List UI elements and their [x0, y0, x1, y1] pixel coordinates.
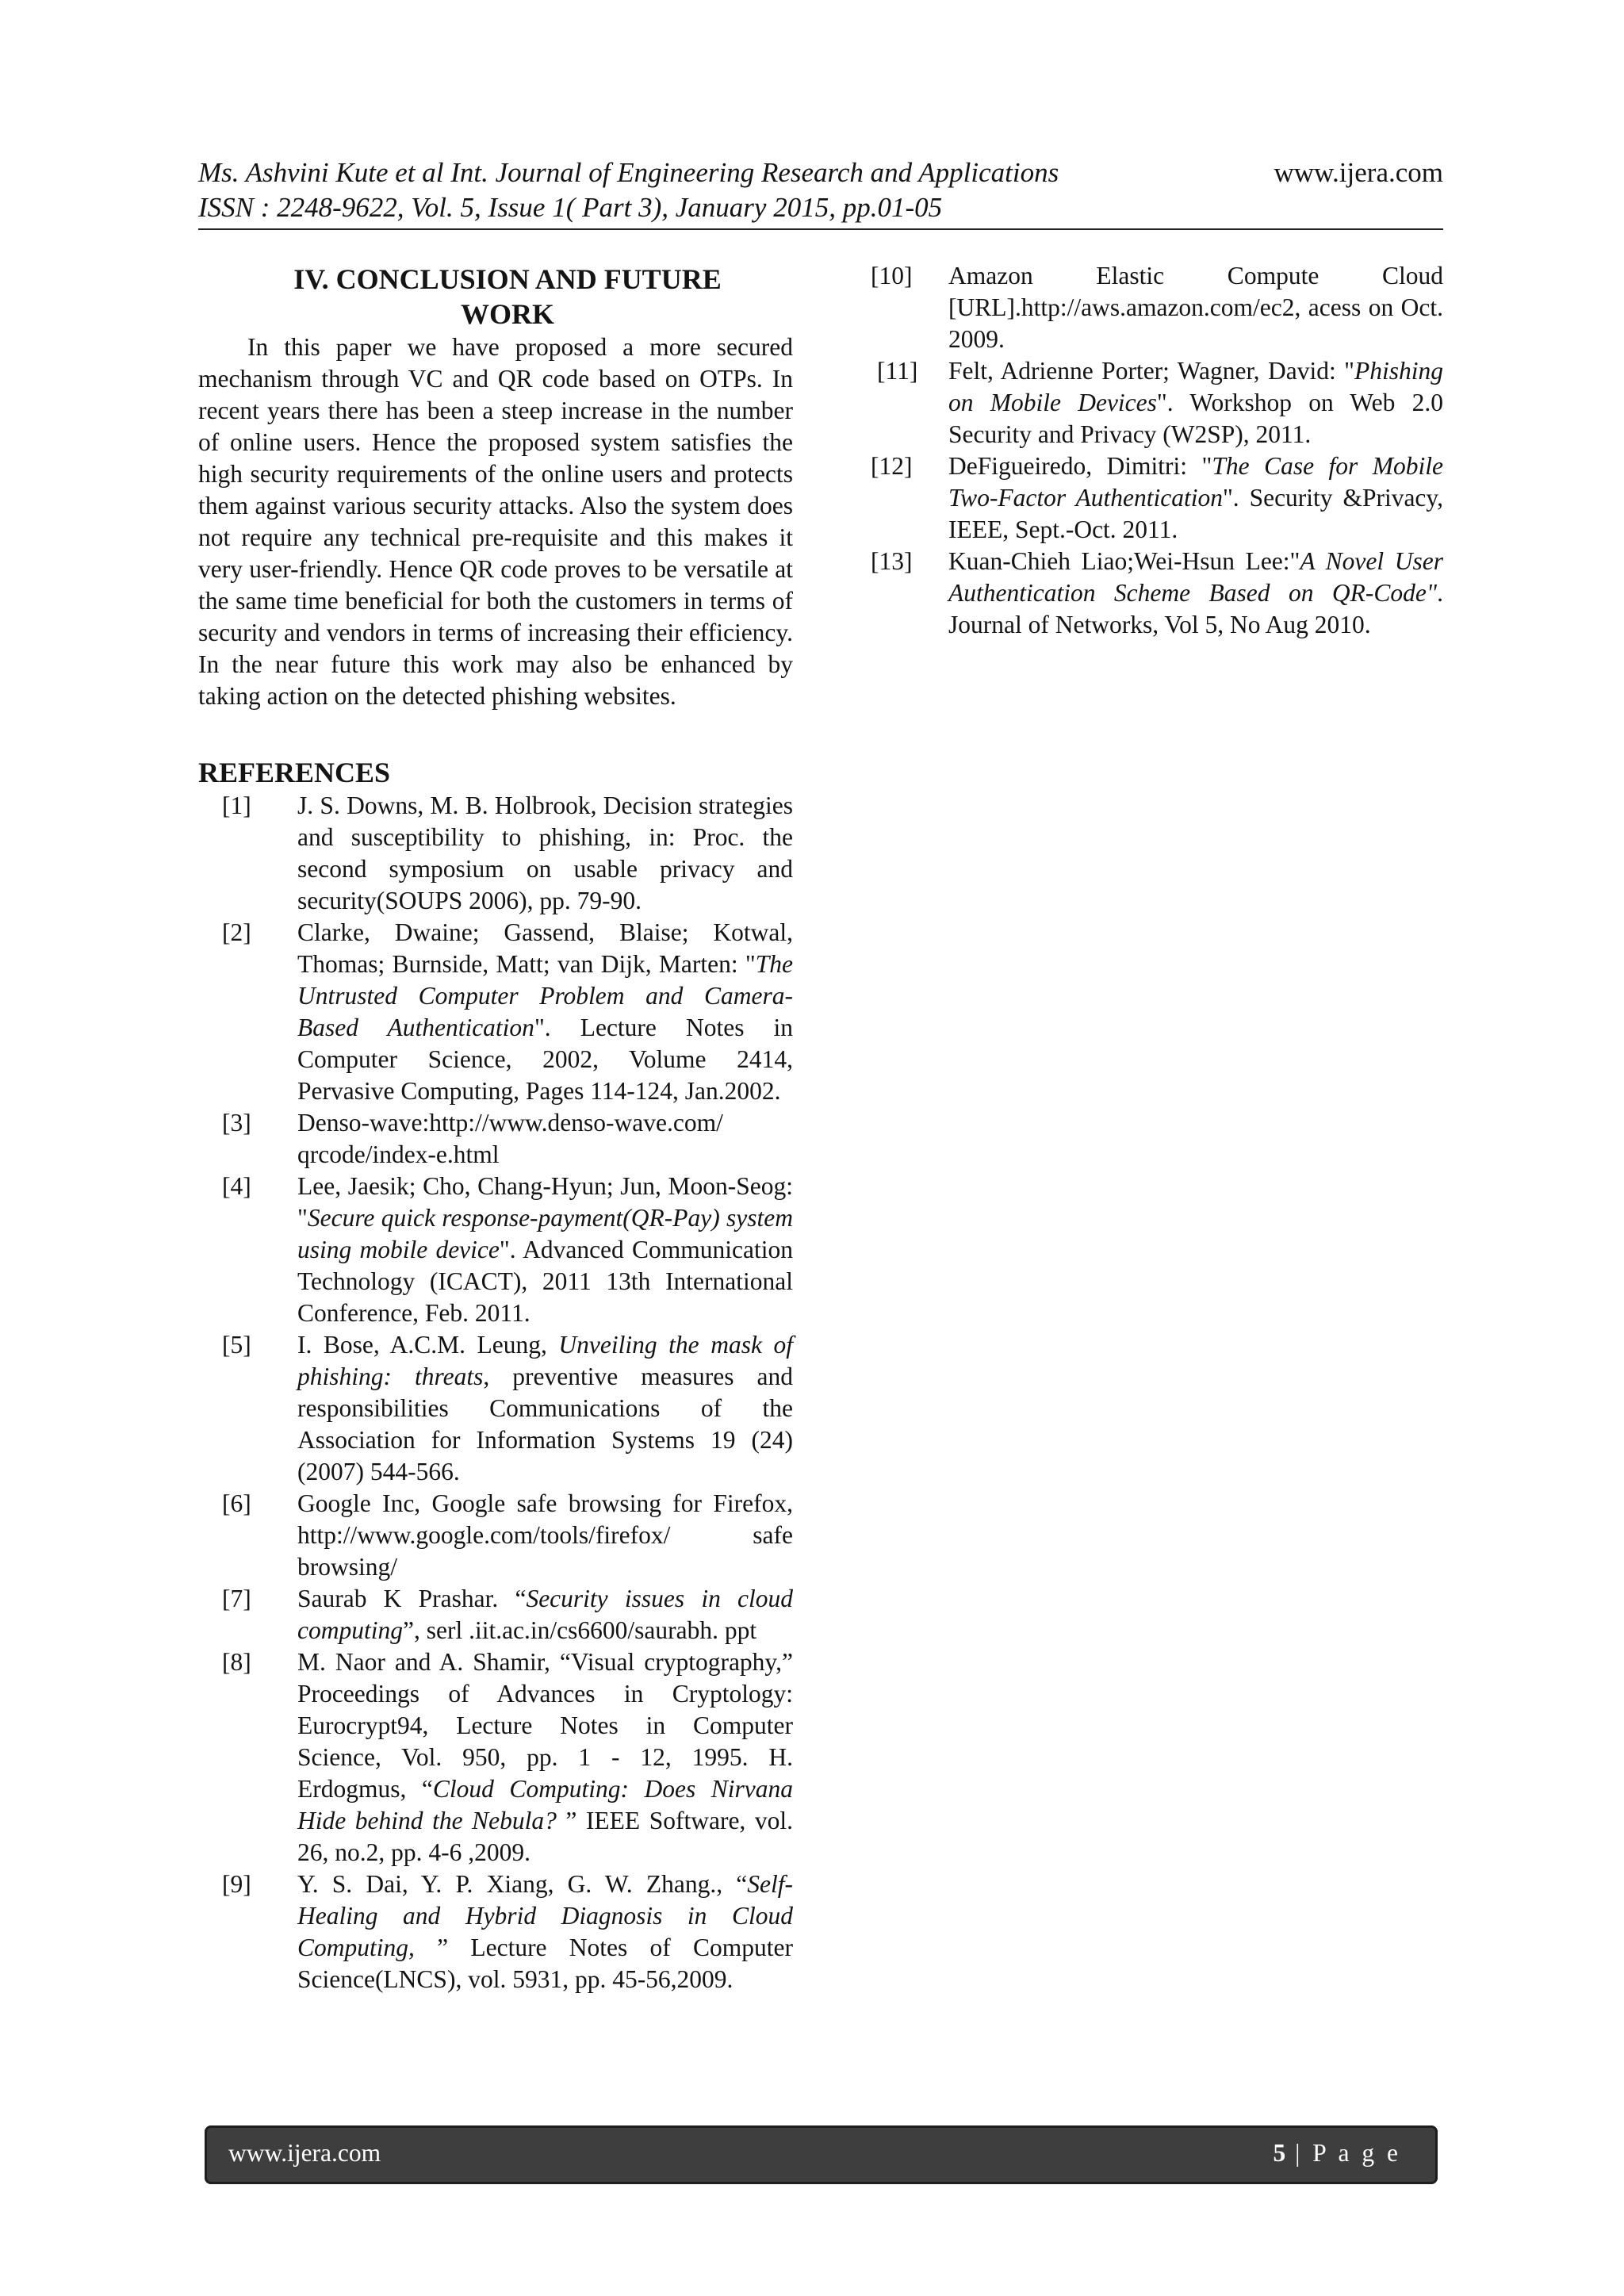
- reference-title-italic: Unveiling the mask of phishing: threats: [297, 1331, 793, 1390]
- reference-text: [297, 1172, 793, 1327]
- reference-text-part: ". Advanced Communication Technology (ICACT), 2011 13th International Conference, Feb. 2011.: [297, 1236, 793, 1327]
- reference-text: [297, 918, 793, 1105]
- reference-number: [11]: [877, 357, 918, 385]
- reference-text-part: ”, serl .iit.ac.in/cs6600/saurabh. ppt: [402, 1616, 757, 1644]
- reference-text-part: ". Security &Privacy, IEEE, Sept.-Oct. 2011.: [948, 484, 1443, 543]
- conclusion-paragraph: In this paper we have proposed a more secured mechanism through VC and QR code based on OTPs. In recent years there has been a steep increase in the number of online users. Hence the proposed system satisfies the high security requirements of the online users and protects them against various security attacks. Also the system does not require any technical pre-requisite and this makes it very user-friendly. Hence QR code proves to be versatile at the same time beneficial for both the customers in terms of security and vendors in terms of increasing their efficiency. In the near future this work may also be enhanced by taking action on the detected phishing websites.: [198, 333, 793, 710]
- reference-text-part: . Journal of Networks, Vol 5, No Aug 2010.: [948, 579, 1443, 638]
- right-column: [871, 260, 1443, 641]
- reference-text: [948, 547, 1443, 638]
- reference-item: [871, 260, 1443, 355]
- reference-text: [297, 1648, 793, 1866]
- page-number-label: [1274, 2139, 1402, 2168]
- reference-text-part: Kuan-Chieh Liao;Wei-Hsun Lee:": [948, 547, 1300, 575]
- reference-title-italic: The Case for Mobile Two-Factor Authentication: [948, 452, 1443, 512]
- references-list-left: [198, 790, 793, 1995]
- reference-text-part: ". Workshop on Web 2.0 Security and Privacy (W2SP), 2011.: [948, 389, 1443, 448]
- reference-text: [297, 1489, 793, 1581]
- reference-text-part: Google Inc, Google safe browsing for Firefox, http://www.google.com/tools/firefox/ safe browsing/: [297, 1489, 793, 1581]
- reference-item: [871, 450, 1443, 546]
- reference-item: [198, 790, 793, 917]
- reference-title-italic: Secure quick response-payment(QR-Pay) system using mobile device: [297, 1204, 793, 1263]
- reference-item: [198, 1329, 793, 1488]
- reference-number: [4]: [222, 1172, 251, 1200]
- reference-number: [13]: [871, 547, 913, 575]
- reference-number: [2]: [222, 918, 251, 946]
- reference-text-part: J. S. Downs, M. B. Holbrook, Decision strategies and susceptibility to phishing, in: Proc. the second symposium on usable privacy and security(SOUPS 2006), pp. 79-90.: [297, 792, 793, 914]
- reference-number: [3]: [222, 1109, 251, 1137]
- conclusion-heading: IV. CONCLUSION AND FUTURE WORK: [293, 263, 722, 330]
- reference-title-italic: Cloud Computing: Does Nirvana Hide behind the Nebula?: [297, 1775, 793, 1834]
- reference-text-part: ” Lecture Notes of Computer Science(LNCS), vol. 5931, pp. 45-56,2009.: [297, 1934, 793, 1993]
- reference-text-part: ” IEEE Software, vol. 26, no.2, pp. 4-6 ,2009.: [297, 1807, 793, 1866]
- reference-number: [9]: [222, 1870, 251, 1898]
- journal-citation: Ms. Ashvini Kute et al Int. Journal of Engineering Research and Applications: [198, 157, 1059, 188]
- reference-number: [12]: [871, 452, 913, 480]
- reference-text-part: Denso-wave:http://www.denso-wave.com/ qrcode/index-e.html: [297, 1109, 723, 1168]
- reference-text: [297, 1585, 793, 1644]
- reference-text: [948, 357, 1443, 448]
- reference-text-part: Y. S. Dai, Y. P. Xiang, G. W. Zhang., “: [297, 1870, 748, 1898]
- page-footer: [205, 2125, 1438, 2184]
- reference-title-italic: The Untrusted Computer Problem and Camera-Based Authentication: [297, 950, 793, 1041]
- reference-number: [10]: [871, 262, 913, 289]
- reference-text: [297, 1331, 793, 1485]
- issn-line: ISSN : 2248-9622, Vol. 5, Issue 1( Part 3), January 2015, pp.01-05: [198, 192, 943, 223]
- reference-text-part: Saurab K Prashar. “: [297, 1585, 527, 1612]
- page-number: 5: [1273, 2139, 1286, 2167]
- reference-item: [198, 917, 793, 1107]
- footer-url[interactable]: www.ijera.com: [228, 2139, 381, 2167]
- reference-item: [198, 1583, 793, 1646]
- reference-text-part: Amazon Elastic Compute Cloud [URL].http://aws.amazon.com/ec2, acess on Oct. 2009.: [948, 262, 1443, 353]
- reference-text: [297, 792, 793, 914]
- page-label: | P a g e: [1285, 2139, 1401, 2167]
- reference-title-italic: Security issues in cloud computing: [297, 1585, 794, 1644]
- reference-item: [198, 1171, 793, 1329]
- reference-item: [198, 1107, 793, 1171]
- reference-text-part: ". Lecture Notes in Computer Science, 2002, Volume 2414, Pervasive Computing, Pages 114-124, Jan.2002.: [297, 1014, 794, 1105]
- reference-item: [198, 1646, 793, 1869]
- reference-text: [297, 1870, 793, 1993]
- reference-number: [5]: [222, 1331, 251, 1359]
- header-divider: [198, 228, 1443, 230]
- references-list-right: [871, 260, 1443, 641]
- reference-number: [1]: [222, 792, 251, 819]
- reference-text-part: DeFigueiredo, Dimitri: ": [948, 452, 1212, 480]
- reference-text-part: Felt, Adrienne Porter; Wagner, David: ": [948, 357, 1354, 385]
- reference-number: [8]: [222, 1648, 251, 1676]
- reference-text-part: , preventive measures and responsibilities Communications of the Association for Information Systems 19 (24) (2007) 544-566.: [297, 1363, 793, 1485]
- reference-text-part: Clarke, Dwaine; Gassend, Blaise; Kotwal, Thomas; Burnside, Matt; van Dijk, Marten: ": [297, 918, 793, 978]
- reference-item: [198, 1488, 793, 1583]
- references-heading: REFERENCES: [198, 757, 391, 788]
- reference-title-italic: Self-Healing and Hybrid Diagnosis in Cloud Computing,: [297, 1870, 793, 1961]
- reference-title-italic: A Novel User Authentication Scheme Based on QR-Code": [948, 547, 1443, 607]
- reference-text-part: M. Naor and A. Shamir, “Visual cryptography,” Proceedings of Advances in Cryptology: Eurocrypt94, Lecture Notes in Computer Science, Vol. 950, pp. 1 - 12, 1995. H. Erdogmus, “: [297, 1648, 793, 1803]
- header-url[interactable]: www.ijera.com: [1274, 157, 1443, 188]
- reference-text-part: Lee, Jaesik; Cho, Chang-Hyun; Jun, Moon-Seog: ": [297, 1172, 793, 1232]
- reference-number: [6]: [222, 1489, 251, 1517]
- left-column: [198, 262, 793, 1995]
- reference-text-part: I. Bose, A.C.M. Leung,: [297, 1331, 559, 1359]
- reference-title-italic: Phishing on Mobile Devices: [948, 357, 1443, 416]
- reference-text: [948, 262, 1443, 353]
- reference-number: [7]: [222, 1585, 251, 1612]
- reference-text: [297, 1109, 723, 1168]
- reference-item: [871, 355, 1443, 450]
- reference-item: [198, 1869, 793, 1995]
- reference-text: [948, 452, 1443, 543]
- reference-item: [871, 546, 1443, 641]
